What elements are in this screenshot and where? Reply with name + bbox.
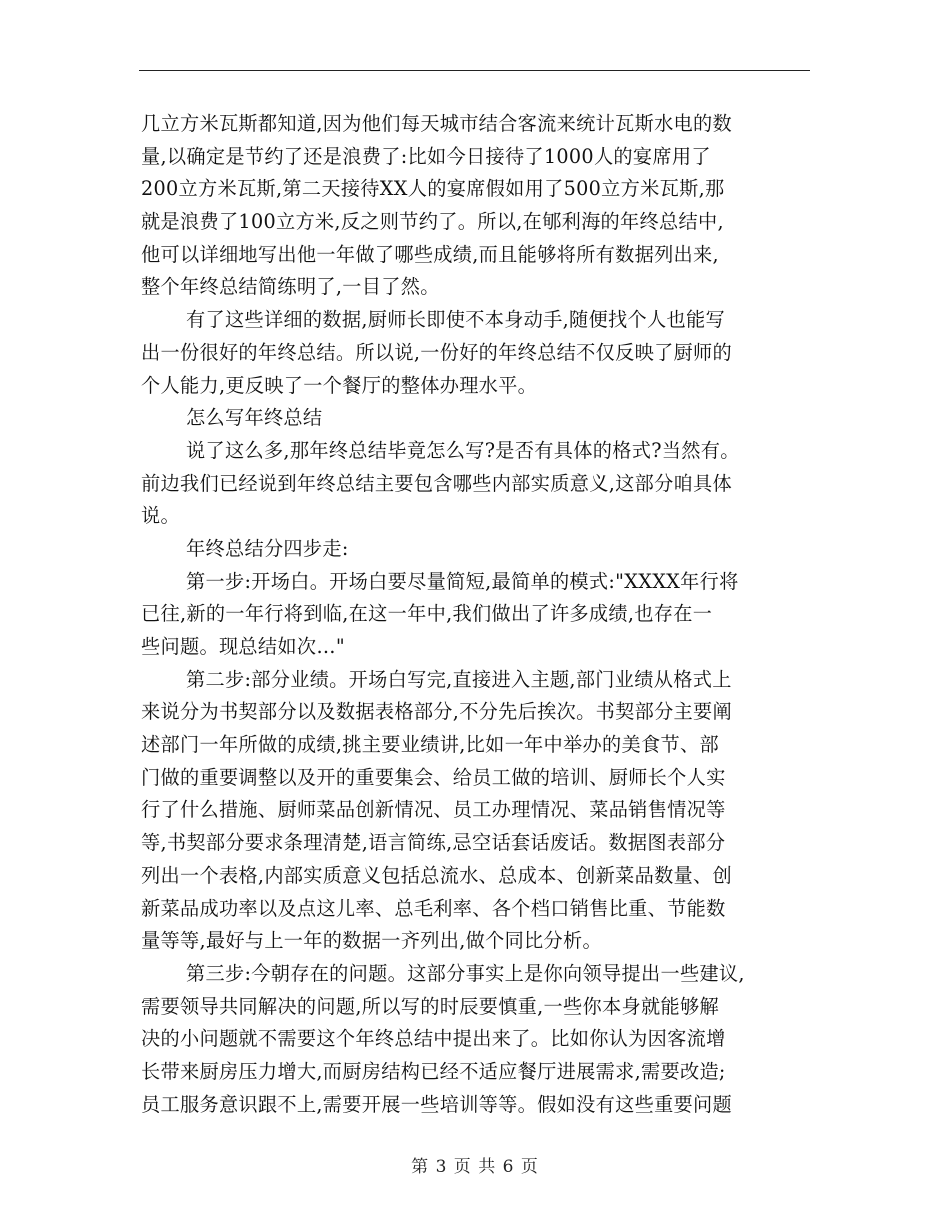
header-rule bbox=[139, 70, 810, 71]
text-line: 决的小问题就不需要这个年终总结中提出来了。比如你认为因客流增 bbox=[141, 1027, 726, 1051]
text-line: 来说分为书契部分以及数据表格部分,不分先后挨次。书契部分主要阐 bbox=[141, 700, 733, 724]
text-line: 量,以确定是节约了还是浪费了:比如今日接待了1000人的宴席用了 bbox=[141, 144, 711, 168]
text-line: 有了这些详细的数据,厨师长即使不本身动手,随便找个人也能写 bbox=[186, 308, 725, 332]
text-line: 怎么写年终总结 bbox=[186, 406, 323, 430]
text-line: 出一份很好的年终总结。所以说,一份好的年终总结不仅反映了厨师的 bbox=[141, 340, 733, 364]
text-line: 他可以详细地写出他一年做了哪些成绩,而且能够将所有数据列出来, bbox=[141, 242, 719, 266]
text-line: 200立方米瓦斯,第二天接待XX人的宴席假如用了500立方米瓦斯,那 bbox=[141, 177, 725, 201]
text-line: 说了这么多,那年终总结毕竟怎么写?是否有具体的格式?当然有。 bbox=[186, 438, 740, 462]
text-line: 第二步:部分业绩。开场白写完,直接进入主题,部门业绩从格式上 bbox=[186, 667, 732, 691]
page-footer: 第 3 页 共 6 页 bbox=[411, 1157, 539, 1177]
text-line: 年终总结分四步走: bbox=[186, 536, 349, 560]
text-line: 行了什么措施、厨师菜品创新情况、员工办理情况、菜品销售情况等 bbox=[141, 798, 726, 822]
text-line: 整个年终总结简练明了,一目了然。 bbox=[141, 275, 440, 299]
text-line: 长带来厨房压力增大,而厨房结构已经不适应餐厅进展需求,需要改造; bbox=[141, 1059, 726, 1083]
text-line: 几立方米瓦斯都知道,因为他们每天城市结合客流来统计瓦斯水电的数 bbox=[141, 112, 733, 135]
text-line: 说。 bbox=[141, 504, 180, 528]
text-line: 就是浪费了100立方米,反之则节约了。所以,在郇利海的年终总结中, bbox=[141, 210, 724, 234]
text-line: 第三步:今朝存在的问题。这部分事实上是你向领导提出一些建议, bbox=[186, 961, 745, 985]
text-line: 前边我们已经说到年终总结主要包含哪些内部实质意义,这部分咱具体 bbox=[141, 471, 733, 495]
text-line: 述部门一年所做的成绩,挑主要业绩讲,比如一年中举办的美食节、部 bbox=[141, 733, 719, 757]
body-text bbox=[141, 108, 813, 1121]
text-line: 等,书契部分要求条理清楚,语言简练,忌空话套话废话。数据图表部分 bbox=[141, 831, 726, 855]
text-line: 第一步:开场白。开场白要尽量简短,最简单的模式:"XXXX年行将 bbox=[186, 569, 739, 593]
text-line: 量等等,最好与上一年的数据一齐列出,做个同比分析。 bbox=[141, 929, 603, 953]
text-line: 需要领导共同解决的问题,所以写的时辰要慎重,一些你本身就能够解 bbox=[141, 994, 719, 1018]
text-line: 员工服务意识跟不上,需要开展一些培训等等。假如没有这些重要问题 bbox=[141, 1092, 733, 1116]
text-line: 门做的重要调整以及开的重要集会、给员工做的培训、厨师长个人实 bbox=[141, 765, 726, 789]
text-line: 新菜品成功率以及点这儿率、总毛利率、各个档口销售比重、节能数 bbox=[141, 896, 726, 920]
text-line: 些问题。现总结如次…" bbox=[141, 635, 345, 658]
text-line: 列出一个表格,内部实质意义包括总流水、总成本、创新菜品数量、创 bbox=[141, 863, 733, 887]
text-line: 已往,新的一年行将到临,在这一年中,我们做出了许多成绩,也存在一 bbox=[141, 602, 713, 626]
text-line: 个人能力,更反映了一个餐厅的整体办理水平。 bbox=[141, 373, 538, 397]
